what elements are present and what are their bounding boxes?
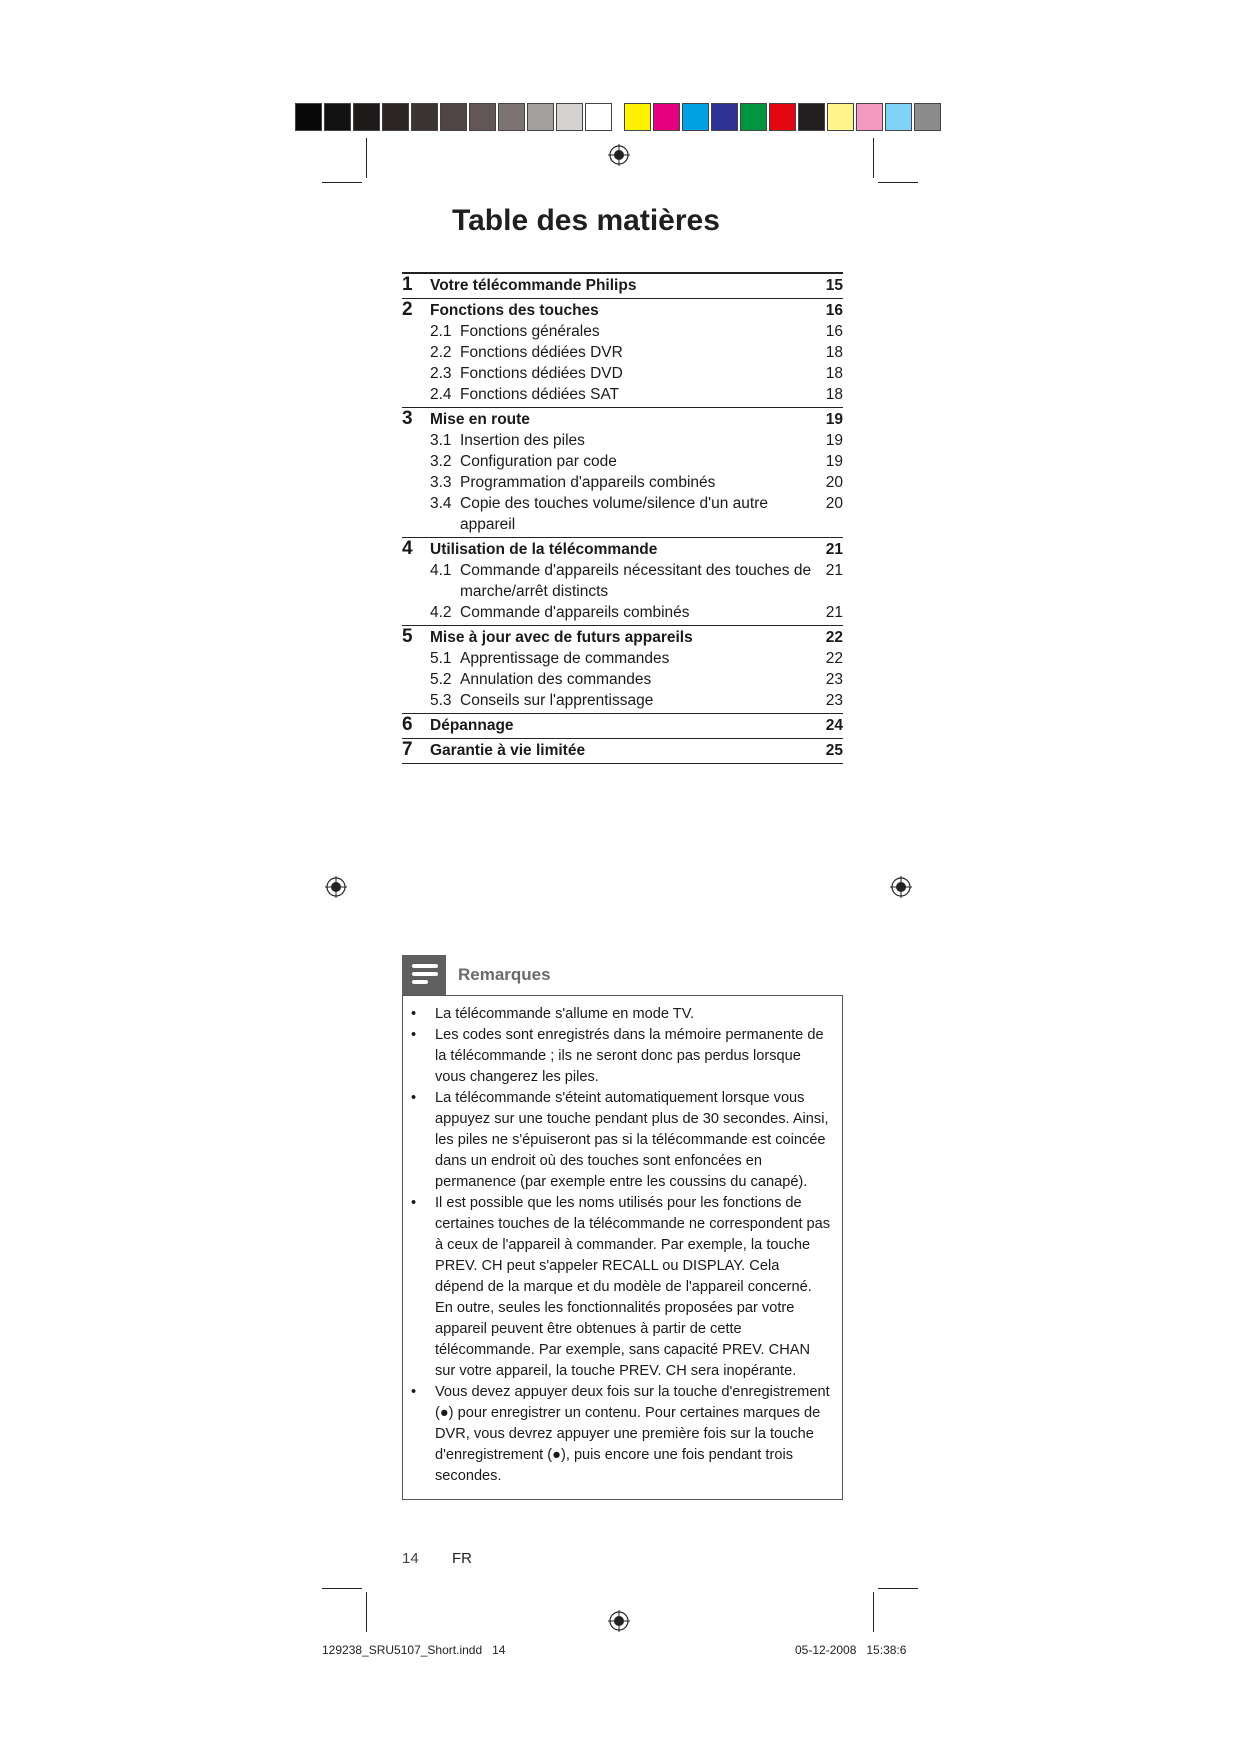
note-text: Les codes sont enregistrés dans la mémoire permanente de la télécommande ; ils ne seront donc pas perdus lorsque vous changerez les piles. (435, 1027, 824, 1085)
toc-subsection-number: 3.3 (430, 474, 452, 491)
color-swatch (798, 103, 825, 131)
toc-chapter-page: 22 (825, 629, 843, 646)
toc-subsection-row (402, 560, 843, 602)
toc-subsection-page: 21 (825, 604, 843, 621)
toc-section (402, 739, 843, 764)
toc-section (402, 714, 843, 739)
toc-section (402, 274, 843, 299)
toc-subsection-row (402, 342, 843, 363)
crop-mark (878, 1588, 918, 1589)
toc-subsection-label: Apprentissage de commandes (460, 650, 670, 667)
toc-chapter-number: 1 (402, 274, 413, 295)
toc-subsection-row (402, 363, 843, 384)
print-slug-file: 129238_SRU5107_Short.indd 14 (322, 1643, 506, 1657)
toc-subsection-page: 19 (825, 432, 843, 449)
color-swatch (624, 103, 651, 131)
toc-subsection-number: 5.2 (430, 671, 452, 688)
crop-mark (322, 182, 362, 183)
toc-subsection-label: Commande d'appareils combinés (460, 604, 690, 621)
bullet-icon: • (411, 1384, 417, 1400)
registration-mark-icon (325, 876, 347, 898)
bullet-icon: • (411, 1027, 417, 1043)
color-swatch (324, 103, 351, 131)
toc-subsection-page: 18 (825, 365, 843, 382)
notes-box (402, 955, 843, 1500)
note-item (411, 1088, 832, 1193)
crop-mark (878, 182, 918, 183)
crop-mark (322, 1588, 362, 1589)
toc-subsection-row (402, 690, 843, 711)
color-swatch (914, 103, 941, 131)
toc-subsection-row (402, 648, 843, 669)
toc-subsection-label: Conseils sur l'apprentissage (460, 692, 654, 709)
toc-subsection-label: Programmation d'appareils combinés (460, 474, 716, 491)
toc-subsection-page: 21 (825, 562, 843, 579)
color-swatch (382, 103, 409, 131)
toc-subsection-number: 4.2 (430, 604, 452, 621)
color-swatch (411, 103, 438, 131)
toc-subsection-page: 20 (825, 474, 843, 491)
toc-chapter-number: 5 (402, 626, 413, 647)
toc-chapter-number: 7 (402, 739, 413, 760)
color-swatch (556, 103, 583, 131)
toc-chapter-page: 21 (825, 541, 843, 558)
table-of-contents (402, 272, 843, 764)
toc-subsection-row (402, 451, 843, 472)
crop-mark (366, 1592, 367, 1632)
toc-subsection-page: 22 (825, 650, 843, 667)
color-swatch (653, 103, 680, 131)
note-icon (402, 955, 446, 995)
toc-subsection-number: 2.3 (430, 365, 452, 382)
toc-chapter-page: 25 (825, 742, 843, 759)
toc-chapter-label: Dépannage (430, 717, 514, 734)
bullet-icon: • (411, 1006, 417, 1022)
page-title: Table des matières (452, 204, 720, 237)
toc-chapter-label: Garantie à vie limitée (430, 742, 586, 759)
color-swatch (295, 103, 322, 131)
note-item (411, 1004, 832, 1025)
color-swatch (711, 103, 738, 131)
toc-subsection-row (402, 321, 843, 342)
toc-subsection-label: Copie des touches volume/silence d'un autre appareil (460, 495, 768, 533)
toc-subsection-row (402, 384, 843, 405)
crop-mark (873, 1592, 874, 1632)
color-swatch (885, 103, 912, 131)
notes-header (402, 955, 843, 995)
notes-title: Remarques (458, 965, 551, 984)
toc-chapter-label: Fonctions des touches (430, 302, 599, 319)
toc-section (402, 299, 843, 408)
registration-mark-icon (890, 876, 912, 898)
bullet-icon: • (411, 1195, 417, 1211)
toc-subsection-label: Annulation des commandes (460, 671, 652, 688)
toc-subsection-row (402, 602, 843, 623)
toc-subsection-number: 3.1 (430, 432, 452, 449)
toc-chapter-page: 15 (825, 277, 843, 294)
color-swatch (856, 103, 883, 131)
toc-subsection-label: Fonctions générales (460, 323, 600, 340)
color-swatch (469, 103, 496, 131)
toc-subsection-label: Fonctions dédiées SAT (460, 386, 620, 403)
page-number: 14 (402, 1550, 419, 1567)
toc-subsection-label: Insertion des piles (460, 432, 585, 449)
toc-subsection-number: 2.4 (430, 386, 452, 403)
toc-subsection-number: 3.4 (430, 495, 452, 512)
note-text: La télécommande s'éteint automatiquement lorsque vous appuyez sur une touche pendant plus de 30 secondes. Ainsi, les piles ne s'épuiseront pas si la télécommande est coincée dans un endroit où des touches sont enfoncées en permanence (par exemple entre les coussins du canapé). (435, 1090, 829, 1190)
registration-mark-icon (608, 1610, 630, 1632)
note-item (411, 1382, 832, 1487)
color-swatch (585, 103, 612, 131)
toc-subsection-number: 2.2 (430, 344, 452, 361)
crop-mark (366, 138, 367, 178)
toc-subsection-page: 20 (825, 495, 843, 512)
toc-subsection-page: 16 (825, 323, 843, 340)
color-swatch (827, 103, 854, 131)
toc-subsection-number: 2.1 (430, 323, 452, 340)
print-slug-date: 05-12-2008 15:38:6 (795, 1643, 907, 1657)
color-calibration-bar (295, 103, 943, 131)
toc-chapter-page: 24 (825, 717, 843, 734)
color-swatch (498, 103, 525, 131)
toc-section (402, 626, 843, 714)
note-text: La télécommande s'allume en mode TV. (435, 1006, 695, 1022)
color-swatch (527, 103, 554, 131)
color-swatch (353, 103, 380, 131)
toc-subsection-label: Fonctions dédiées DVR (460, 344, 623, 361)
toc-chapter-row (402, 714, 843, 736)
toc-chapter-number: 6 (402, 714, 413, 735)
toc-subsection-label: Fonctions dédiées DVD (460, 365, 623, 382)
toc-chapter-page: 19 (825, 411, 843, 428)
toc-chapter-number: 3 (402, 408, 413, 429)
toc-section (402, 538, 843, 626)
toc-chapter-row (402, 408, 843, 430)
note-text: Il est possible que les noms utilisés pour les fonctions de certaines touches de la télécommande ne correspondent pas à ceux de l'appareil à commander. Par exemple, la touche PREV. CH peut s'appeler RECALL ou DISPLAY. Cela dépend de la marque et du modèle de l'appareil concerné. En outre, seules les fonctionnalités proposées par votre appareil peuvent être obtenues à partir de cette télécommande. Par exemple, sans capacité PREV. CHAN sur votre appareil, la touche PREV. CH sera inopérante. (435, 1195, 831, 1379)
toc-chapter-label: Mise à jour avec de futurs appareils (430, 629, 693, 646)
color-swatch (440, 103, 467, 131)
language-code: FR (452, 1550, 472, 1567)
toc-subsection-number: 5.1 (430, 650, 452, 667)
toc-subsection-page: 18 (825, 344, 843, 361)
toc-subsection-row (402, 493, 843, 535)
toc-chapter-page: 16 (825, 302, 843, 319)
toc-chapter-label: Votre télécommande Philips (430, 277, 637, 294)
toc-chapter-label: Mise en route (430, 411, 530, 428)
registration-mark-icon (608, 144, 630, 166)
toc-chapter-number: 4 (402, 538, 413, 559)
toc-chapter-label: Utilisation de la télécommande (430, 541, 658, 558)
color-swatch (682, 103, 709, 131)
toc-chapter-row (402, 538, 843, 560)
toc-subsection-page: 18 (825, 386, 843, 403)
toc-subsection-page: 23 (825, 692, 843, 709)
toc-subsection-number: 4.1 (430, 562, 452, 579)
toc-subsection-page: 19 (825, 453, 843, 470)
note-text: Vous devez appuyer deux fois sur la touche d'enregistrement (●) pour enregistrer un contenu. Pour certaines marques de DVR, vous devrez appuyer une première fois sur la touche d'enregistrement (●), puis encore une fois pendant trois secondes. (435, 1384, 830, 1484)
toc-subsection-number: 5.3 (430, 692, 452, 709)
note-item (411, 1025, 832, 1088)
toc-chapter-row (402, 626, 843, 648)
toc-chapter-row (402, 274, 843, 296)
notes-list (402, 995, 843, 1500)
toc-chapter-number: 2 (402, 299, 413, 320)
toc-subsection-number: 3.2 (430, 453, 452, 470)
color-swatch (740, 103, 767, 131)
toc-chapter-row (402, 299, 843, 321)
toc-subsection-label: Commande d'appareils nécessitant des touches de marche/arrêt distincts (460, 562, 812, 600)
toc-section (402, 408, 843, 538)
color-swatch (769, 103, 796, 131)
bullet-icon: • (411, 1090, 417, 1106)
toc-subsection-row (402, 430, 843, 451)
toc-subsection-label: Configuration par code (460, 453, 617, 470)
crop-mark (873, 138, 874, 178)
toc-subsection-row (402, 669, 843, 690)
toc-subsection-row (402, 472, 843, 493)
note-item (411, 1193, 832, 1382)
toc-chapter-row (402, 739, 843, 761)
toc-subsection-page: 23 (825, 671, 843, 688)
